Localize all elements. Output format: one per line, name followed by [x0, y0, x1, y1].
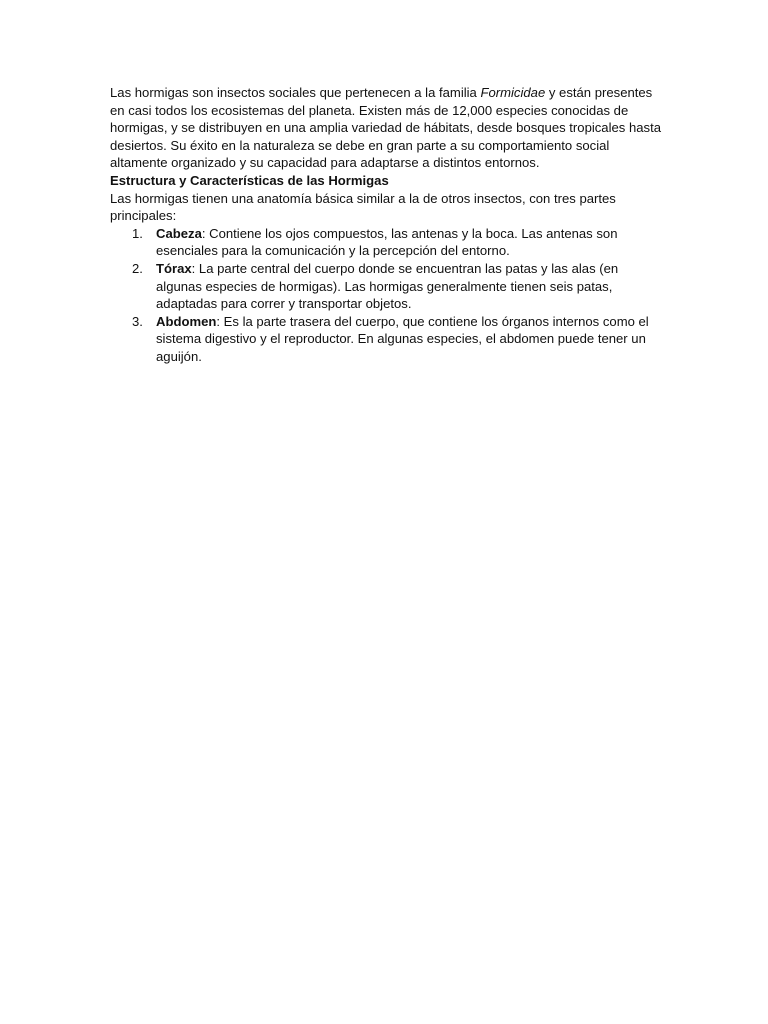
- list-item-number: 2.: [132, 260, 143, 276]
- list-item: [110, 260, 662, 313]
- intro-family-name: Formicidae: [480, 85, 546, 100]
- list-item-number: 3.: [132, 313, 143, 329]
- list-item-description: : Contiene los ojos compuestos, las antenas y la boca. Las antenas son esenciales para la comunicación y la percepción del entorno.: [156, 225, 618, 259]
- list-item-term: Cabeza: [156, 225, 202, 241]
- document-page: [110, 84, 662, 366]
- intro-text-after: y están presentes en casi todos los ecosistemas del planeta. Existen más de 12,000 especies conocidas de hormigas, y se distribuyen en una amplia variedad de hábitats, desde bosques tropicales hasta desiertos. Su éxito en la naturaleza se debe en gran parte a su comportamiento social altamente organizado y su capacidad para adaptarse a distintos entornos.: [110, 85, 661, 171]
- anatomy-list: [110, 225, 662, 366]
- section-lead: Las hormigas tienen una anatomía básica similar a la de otros insectos, con tres partes principales:: [110, 190, 616, 224]
- list-item-description: : La parte central del cuerpo donde se encuentran las patas y las alas (en algunas especies de hormigas). Las hormigas generalmente tienen seis patas, adaptadas para correr y transportar objetos.: [156, 260, 619, 312]
- intro-paragraph: [110, 84, 662, 172]
- intro-text-before: Las hormigas son insectos sociales que pertenecen a la familia: [110, 85, 481, 100]
- list-item: [110, 225, 662, 260]
- list-item-term: Abdomen: [156, 313, 217, 329]
- list-item-number: 1.: [132, 225, 143, 241]
- section-heading: Estructura y Características de las Hormigas: [110, 172, 389, 188]
- list-item-description: : Es la parte trasera del cuerpo, que contiene los órganos internos como el sistema digestivo y el reproductor. En algunas especies, el abdomen puede tener un aguijón.: [156, 313, 649, 364]
- list-item: [110, 313, 662, 366]
- list-item-term: Tórax: [156, 260, 192, 276]
